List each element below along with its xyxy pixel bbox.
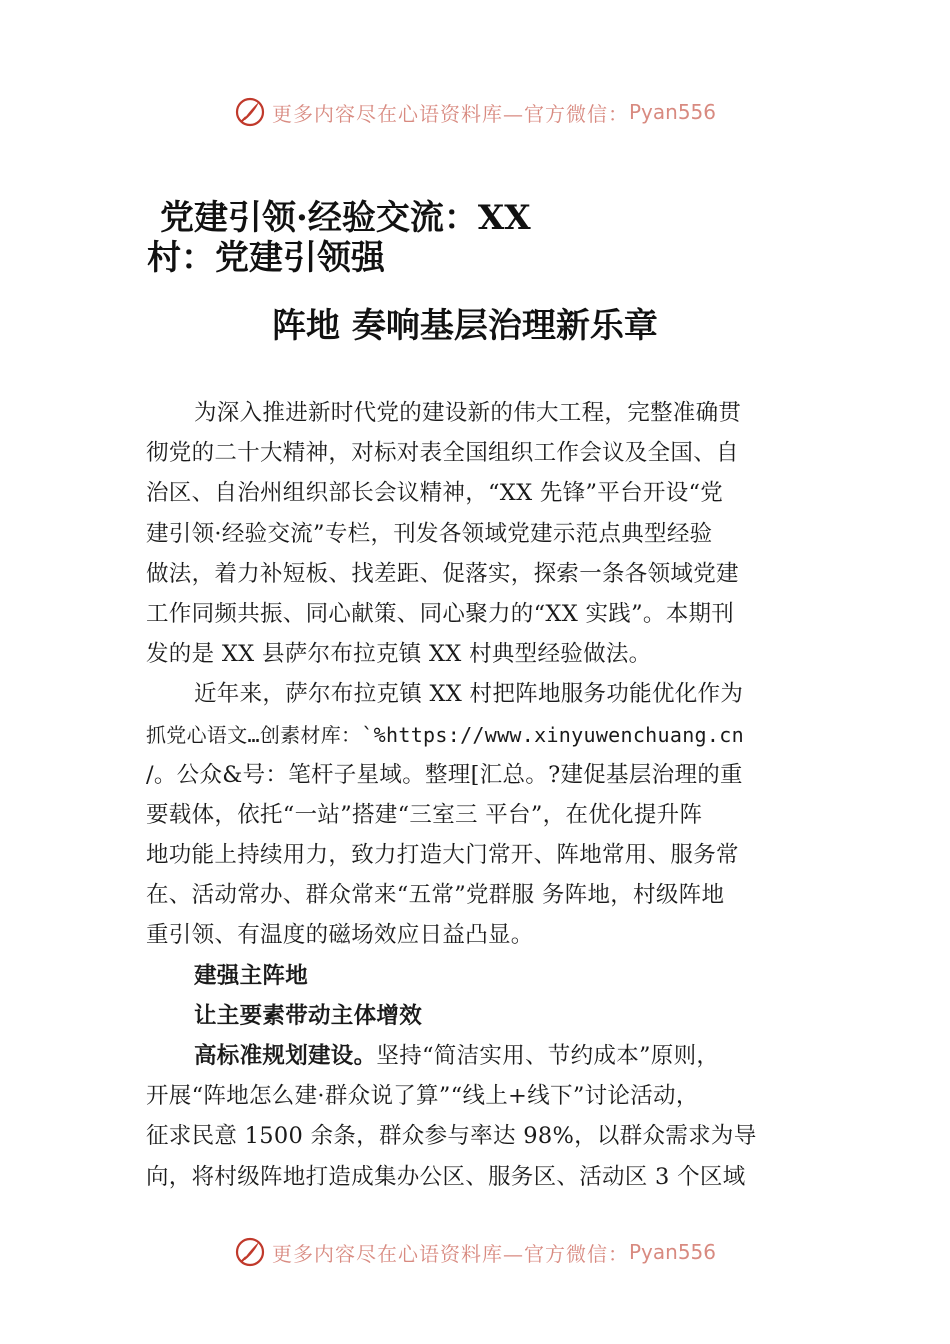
paragraph-line: 开展“阵地怎么建·群众说了算”“线上+线下”讨论活动， <box>146 1083 699 1110</box>
banner-wechat-id: Pyan556 <box>628 100 716 124</box>
paragraph-line: 地功能上持续用力，致力打造大门常开、阵地常用、服务常 <box>146 842 739 869</box>
paragraph-line-url: 抓党心语文…创素材库：`%https://www.xinyuwenchuang.cn <box>146 722 744 747</box>
paragraph-line: 要载体，依托“一站”搭建“三室三 平台”，在优化提升阵 <box>146 801 703 828</box>
document-body <box>146 393 826 1197</box>
quill-seal-icon <box>234 1236 266 1268</box>
paragraph-line <box>146 1036 826 1076</box>
footer-watermark-banner <box>0 1232 950 1272</box>
paragraph-line: 工作同频共振、同心献策、同心聚力的“XX 实践”。本期刊 <box>146 600 735 627</box>
quill-seal-icon <box>234 96 266 128</box>
section-subheading: 让主要素带动主体增效 <box>194 1002 423 1029</box>
inline-text: 坚持“简洁实用、节约成本”原则， <box>376 1043 720 1069</box>
paragraph-line: 征求民意 1500 余条，群众参与率达 98%，以群众需求为导 <box>146 1123 757 1150</box>
paragraph-line: 发的是 XX 县萨尔布拉克镇 XX 村典型经验做法。 <box>146 641 652 668</box>
inline-bold-lead: 高标准规划建设。 <box>194 1043 377 1069</box>
paragraph-line: 做法，着力补短板、找差距、促落实，探索一条各领域党建 <box>146 560 739 587</box>
banner-text: 更多内容尽在心语资料库—官方微信： <box>271 1241 629 1266</box>
paragraph-line: 为深入推进新时代党的建设新的伟大工程，完整准确贯 <box>194 400 742 426</box>
header-watermark-banner <box>0 92 950 132</box>
banner-wechat-id: Pyan556 <box>628 1240 716 1264</box>
paragraph-line: 彻党的二十大精神，对标对表全国组织工作会议及全国、自 <box>146 440 739 467</box>
section-heading: 建强主阵地 <box>194 962 309 989</box>
paragraph-line: 建引领·经验交流”专栏，刊发各领域党建示范点典型经验 <box>146 520 713 547</box>
doc-title-line-2: 村：党建引领强 <box>147 238 385 278</box>
banner-text: 更多内容尽在心语资料库—官方微信： <box>271 101 629 126</box>
paragraph-line: 重引领、有温度的磁场效应日益凸显。 <box>146 922 534 949</box>
paragraph-line: 治区、自治州组织部长会议精神，“XX 先锋”平台开设“党 <box>146 480 724 507</box>
paragraph-line: /。公众&号：笔杆子星域。整理[汇总。?建促基层治理的重 <box>146 761 743 788</box>
paragraph-line: 向，将村级阵地打造成集办公区、服务区、活动区 3 个区域 <box>146 1163 746 1190</box>
paragraph-line: 近年来，萨尔布拉克镇 XX 村把阵地服务功能优化作为 <box>194 681 744 708</box>
doc-title-line-3: 阵地 奏响基层治理新乐章 <box>272 306 658 346</box>
paragraph-line: 在、活动常办、群众常来“五常”党群服 务阵地，村级阵地 <box>146 882 725 909</box>
doc-title-line-1: 党建引领·经验交流：XX <box>160 198 531 238</box>
